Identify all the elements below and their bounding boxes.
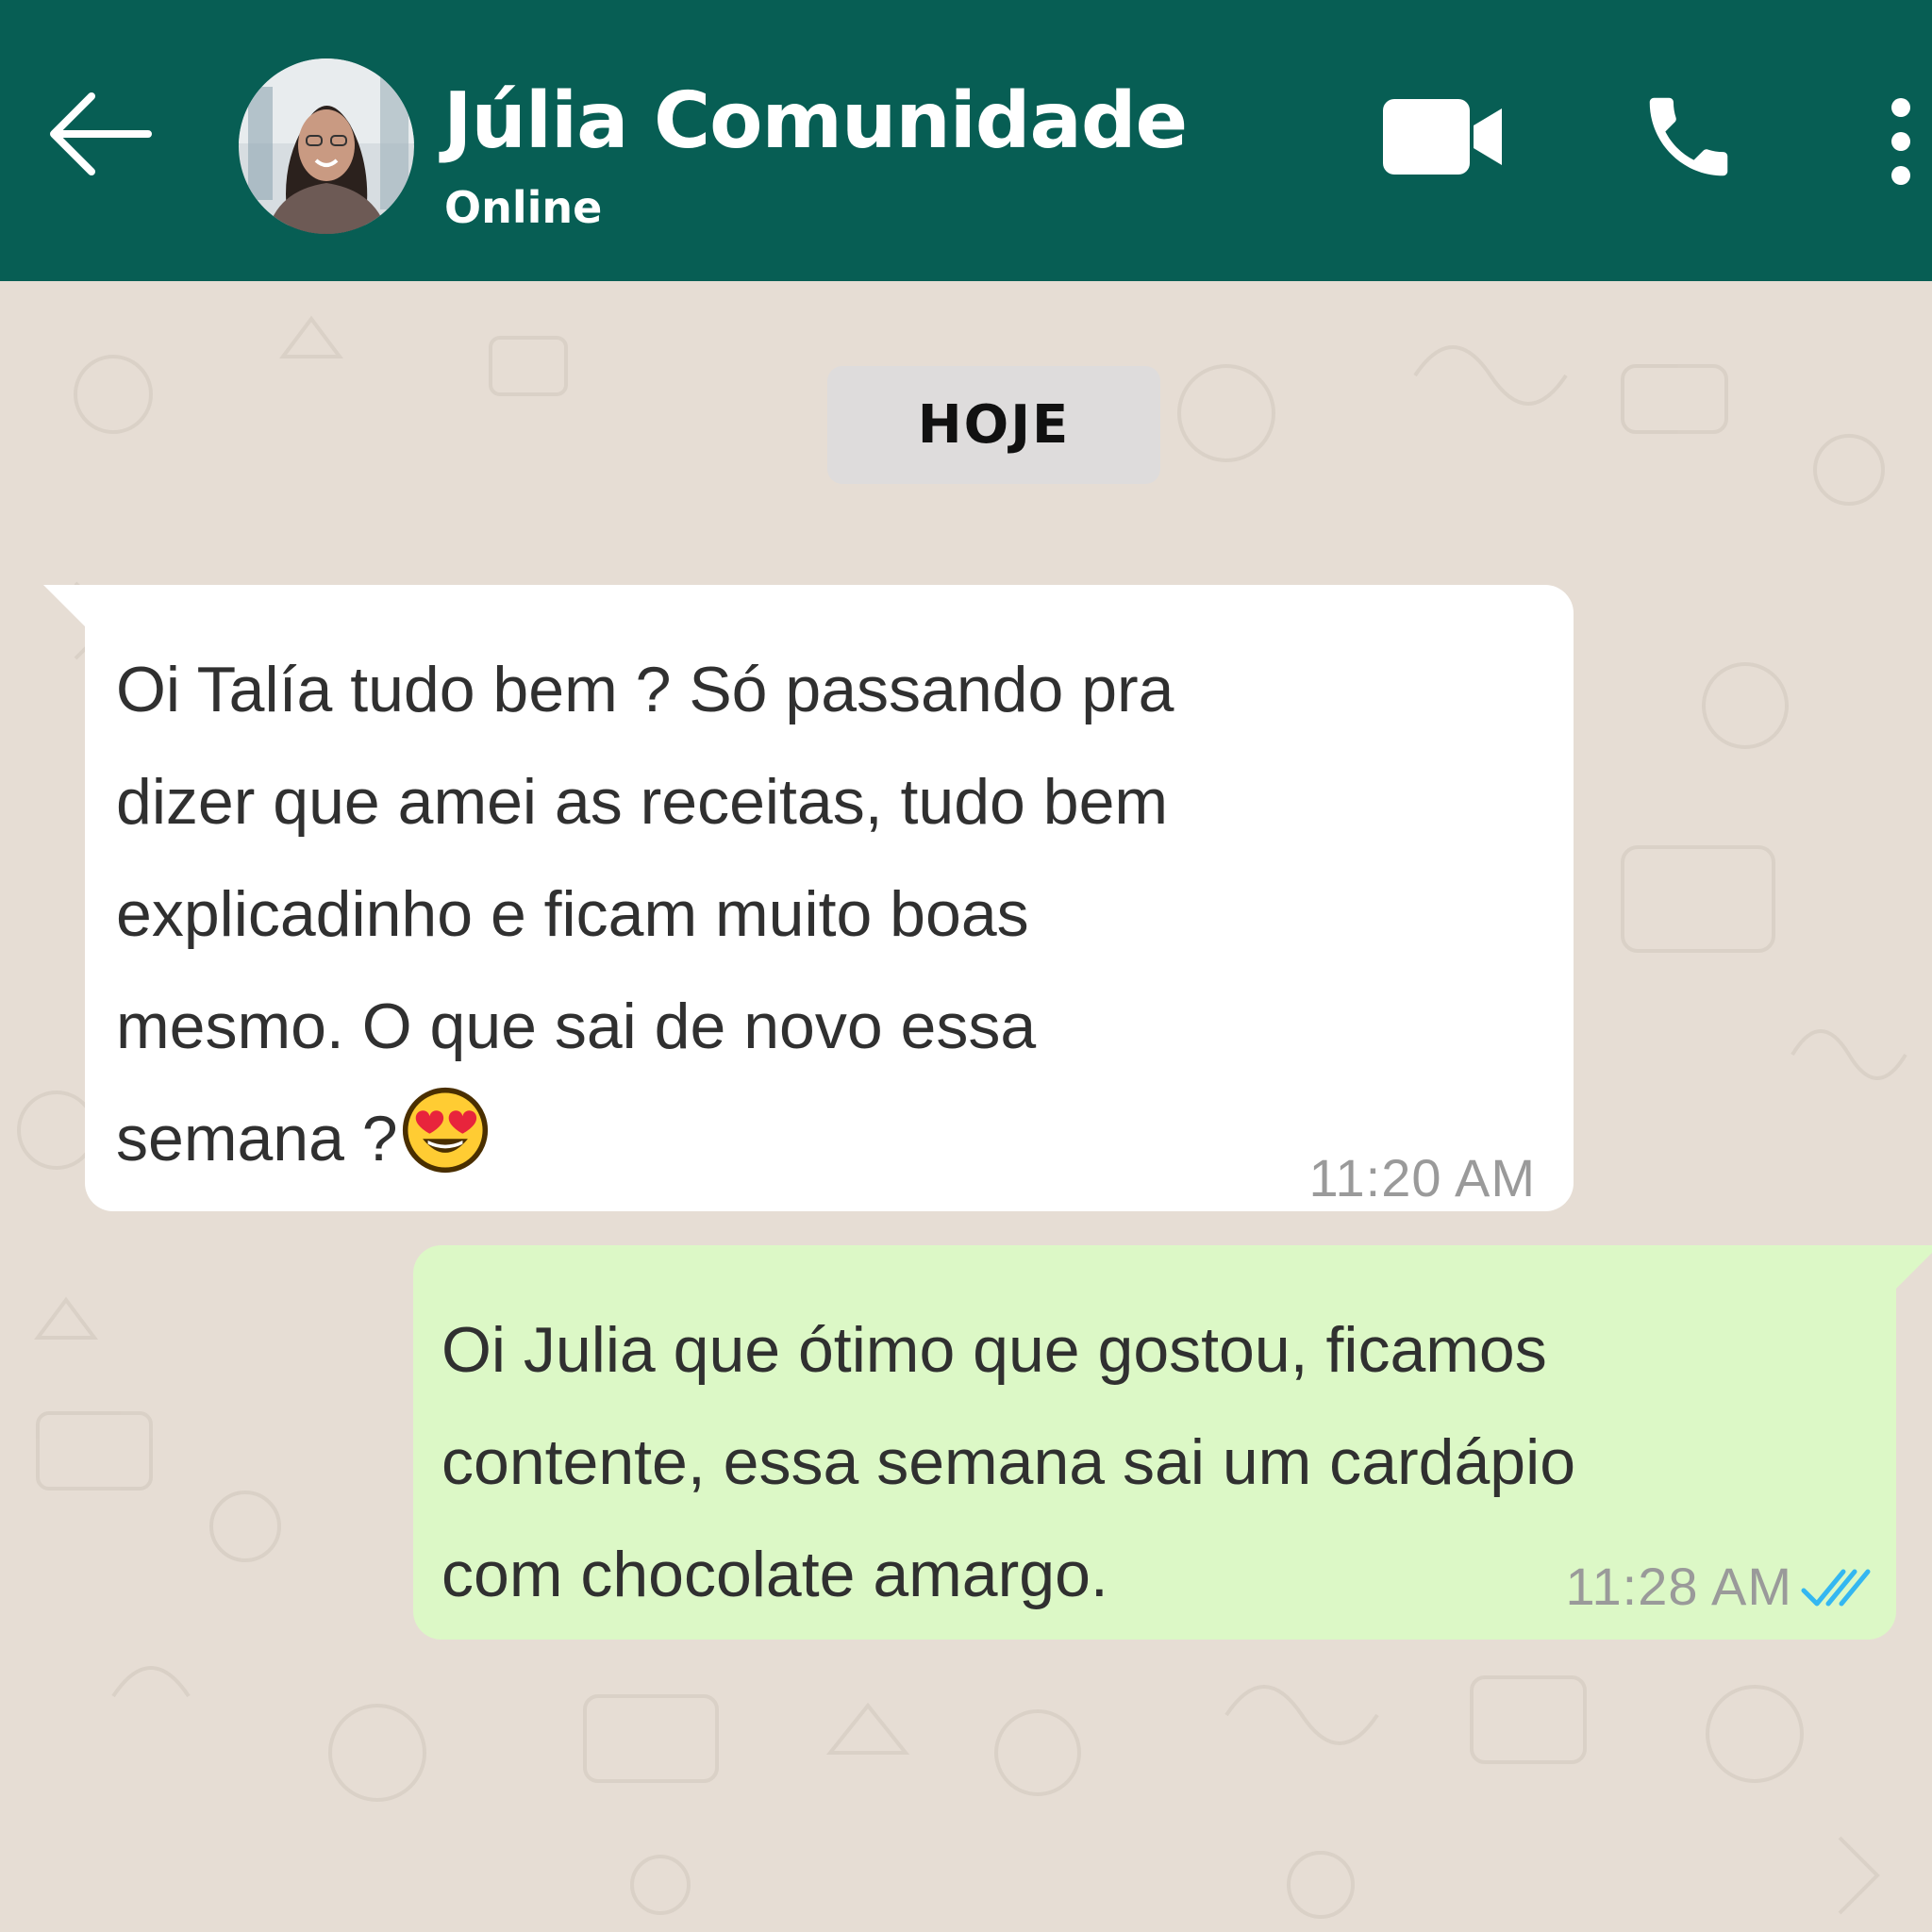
bubble-tail	[1892, 1245, 1932, 1292]
message-time: 11:20 AM	[1308, 1148, 1536, 1208]
message-text: Oi Talía tudo bem ? Só passando pra dizer que amei as receitas, tudo bem explicadinho e ficam muito boas mesmo. O que sai de novo essa semana ?	[116, 654, 1174, 1174]
video-call-button[interactable]	[1373, 85, 1514, 189]
date-separator: HOJE	[827, 366, 1160, 484]
arrow-left-icon	[42, 87, 156, 181]
contact-status: Online	[444, 182, 603, 233]
incoming-message[interactable]	[85, 585, 1574, 1211]
heart-eyes-emoji-icon	[402, 1087, 489, 1174]
outgoing-message[interactable]	[413, 1245, 1896, 1640]
message-text: Oi Julia que ótimo que gostou, ficamos contente, essa semana sai um cardápio com chocolate amargo.	[441, 1314, 1576, 1610]
back-button[interactable]	[38, 77, 160, 191]
contact-avatar-image	[239, 58, 414, 234]
voice-call-button[interactable]	[1627, 75, 1750, 198]
message-text-container	[116, 634, 1550, 1195]
chat-header	[0, 0, 1932, 281]
phone-icon	[1637, 85, 1740, 189]
double-check-read-icon	[1800, 1564, 1874, 1611]
more-vertical-icon	[1882, 94, 1920, 189]
message-time: 11:28 AM	[1565, 1557, 1792, 1616]
avatar[interactable]	[239, 58, 414, 234]
bubble-tail	[43, 585, 91, 632]
video-camera-icon	[1381, 97, 1506, 176]
contact-name[interactable]: Júlia Comunidade	[443, 76, 1188, 166]
more-options-button[interactable]	[1873, 85, 1929, 198]
